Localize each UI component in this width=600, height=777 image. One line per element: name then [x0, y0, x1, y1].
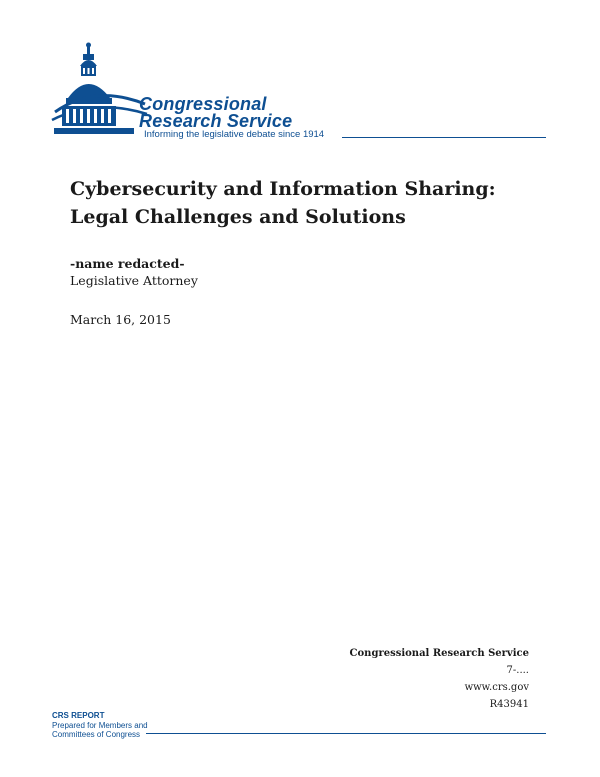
footer-label: CRS REPORT	[52, 711, 105, 720]
report-title-line1: Cybersecurity and Information Sharing:	[70, 178, 496, 200]
contact-website: www.crs.gov	[464, 682, 529, 693]
logo-name-line2: Research Service	[139, 111, 293, 131]
logo-rule	[342, 137, 546, 138]
author-name: -name redacted-	[70, 256, 185, 271]
contact-block	[350, 645, 529, 713]
logo-tagline: Informing the legislative debate since 1914	[144, 129, 325, 140]
footer-rule	[146, 733, 546, 734]
author-role: Legislative Attorney	[70, 273, 198, 288]
crs-logo	[50, 40, 550, 150]
logo-name-line1: Congressional	[139, 94, 267, 114]
footer	[52, 711, 547, 740]
contact-phone: 7-....	[506, 665, 529, 676]
footer-line2: Prepared for Members and	[52, 720, 148, 730]
report-date: March 16, 2015	[70, 312, 171, 327]
report-title-line2: Legal Challenges and Solutions	[70, 206, 406, 228]
footer-line3: Committees of Congress	[52, 730, 141, 739]
report-title	[70, 175, 540, 231]
contact-organization: Congressional Research Service	[349, 648, 529, 659]
capitol-dome-icon	[50, 40, 150, 140]
report-number: R43941	[489, 699, 529, 710]
